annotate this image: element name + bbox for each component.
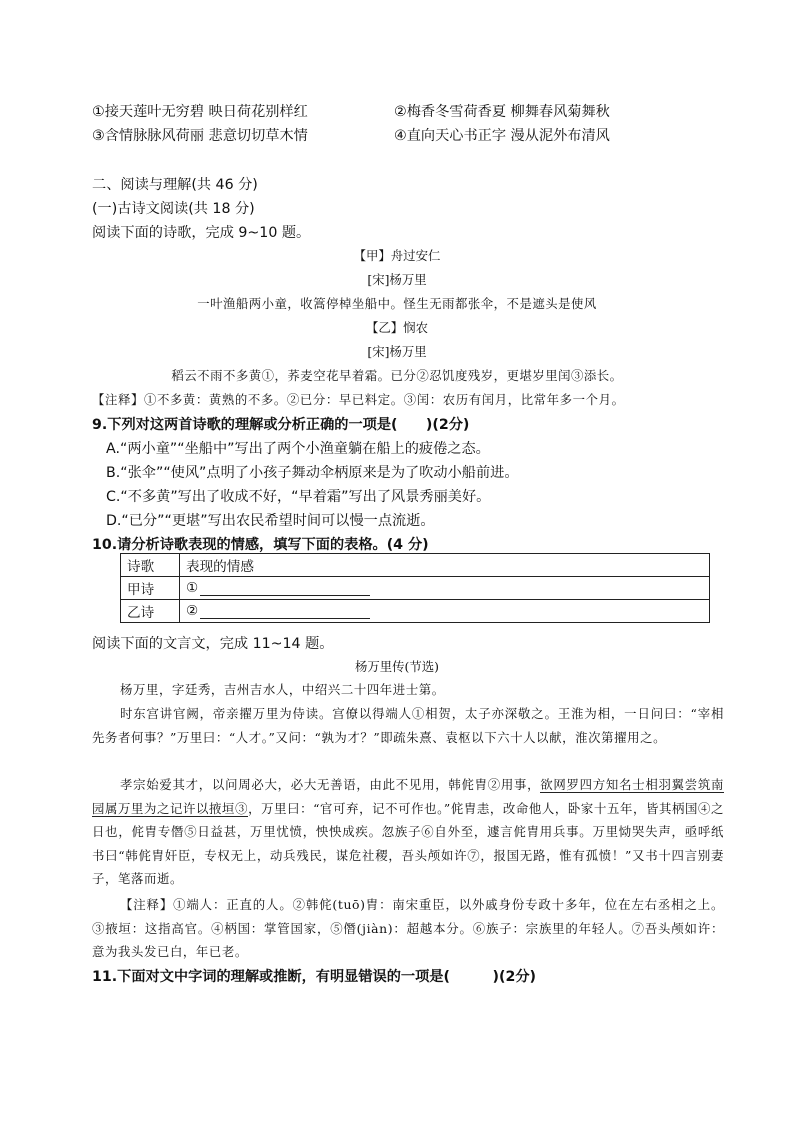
table-header-poem: 诗歌 (121, 554, 180, 577)
answer-cell[interactable] (180, 600, 710, 623)
q9-option-a: A.“两小童”“坐船中”写出了两个小渔童躺在船上的疲倦之态。 (106, 441, 490, 457)
table-row (121, 577, 710, 600)
poem-b-author: [宋]杨万里 (367, 344, 427, 359)
answer-blank[interactable] (200, 581, 370, 596)
poem-b-title: 【乙】悯农 (366, 320, 428, 335)
couplet-option-4: ④直向天心书正字 漫从泥外布清风 (394, 128, 610, 144)
prose-paragraph-3 (92, 773, 724, 891)
table-header-emotion: 表现的情感 (180, 554, 710, 577)
q11-stem: 11.下面对文中字词的理解或推断，有明显错误的一项是( )(2分) (92, 969, 537, 985)
prose-title: 杨万里传(节选) (354, 659, 439, 674)
q9-stem: 9.下列对这两首诗歌的理解或分析正确的一项是( )(2分) (92, 417, 470, 433)
q9-option-b: B.“张伞”“使风”点明了小孩子舞动伞柄原来是为了吹动小船前进。 (106, 465, 519, 481)
q9-option-c: C.“不多黄”写出了收成不好，“早着霜”写出了风景秀丽美好。 (106, 489, 491, 505)
answer-blank[interactable] (200, 604, 370, 619)
table-cell-poem: 乙诗 (121, 600, 180, 623)
prose-paragraph-1: 杨万里，字廷秀，吉州吉水人，中绍兴二十四年进士第。 (120, 682, 445, 697)
answer-cell[interactable] (180, 577, 710, 600)
prose-instruction: 阅读下面的文言文，完成 11~14 题。 (92, 636, 334, 652)
couplet-option-3: ③含情脉脉风荷丽 悲意切切草木情 (92, 128, 308, 144)
q9-option-d: D.“已分”“更堪”写出农民希望时间可以慢一点流逝。 (106, 513, 435, 529)
prose-paragraph-2: 时东宫讲官阙，帝亲擢万里为侍读。宫僚以得端人①相贺，太子亦深敬之。王淮为相，一日问曰：“宰相先务者何事？”万里曰：“人才。”又问：“孰为才？”即疏朱熹、袁枢以下六十人以献，淮次第擢用之。 (92, 706, 724, 745)
poem-a-text: 一叶渔船两小童，收篙停棹坐船中。怪生无雨都张伞，不是遮头是使风 (197, 296, 597, 311)
prose-p3-end: ，万里曰：“官可弃，记不可作也。”侂胄恚，改命他人，卧家十五年，皆其柄国④之日也，侂胄专僭⑤日益甚，万里忧愤，怏怏成疾。忽族子⑥自外至，遽言侂胄用兵事。万里恸哭失声，亟呼纸书曰“韩侂胄奸臣，专权无上，动兵残民，谋危社稷，吾头颅如许⑦，报国无路，惟有孤愤！”又书十四言别妻子，笔落而逝。 (92, 800, 724, 886)
table-cell-poem: 甲诗 (121, 577, 180, 600)
subsection-title: (一)古诗文阅读(共 18 分) (92, 201, 255, 217)
table-row (121, 600, 710, 623)
poem-a-author: [宋]杨万里 (367, 272, 427, 287)
table-header-row (121, 554, 710, 577)
couplet-option-2: ②梅香冬雪荷香夏 柳舞春风菊舞秋 (394, 104, 610, 120)
poem-instruction: 阅读下面的诗歌，完成 9~10 题。 (92, 225, 311, 241)
underlined-sentence: 欲网罗四方知名士相羽翼尝筑南园属万里为之记许以掖垣③ (92, 777, 724, 816)
emotion-table (120, 553, 710, 623)
poem-note: 【注释】①不多黄：黄熟的不多。②已分：早已料定。③闰：农历有闰月，比常年多一个月。 (92, 392, 625, 407)
answer-mark: ① (186, 580, 199, 596)
prose-p3-start: 孝宗始爱其才，以问周必大，必大无善语，由此不见用，韩侂胄②用事， (120, 777, 541, 792)
section-title: 二、阅读与理解(共 46 分) (92, 177, 258, 193)
q10-stem: 10.请分析诗歌表现的情感，填写下面的表格。(4 分) (92, 537, 429, 553)
poem-b-text: 稻云不雨不多黄①，荞麦空花早着霜。已分②忍饥度残岁，更堪岁里闰③添长。 (171, 368, 623, 383)
poem-a-title: 【甲】舟过安仁 (353, 248, 441, 263)
couplet-option-1: ①接天莲叶无穷碧 映日荷花别样红 (92, 104, 308, 120)
answer-mark: ② (186, 603, 199, 619)
prose-note: 【注释】①端人：正直的人。②韩侂(tuō)胄：南宋重臣，以外戚身份专政十多年，位在左右丞相之上。③掖垣：这指高官。④柄国：掌管国家，⑤僭(jiàn)：超越本分。⑥族子：宗族里的年轻人。⑦吾头颅如许：意为我头发已白，年已老。 (92, 897, 724, 959)
